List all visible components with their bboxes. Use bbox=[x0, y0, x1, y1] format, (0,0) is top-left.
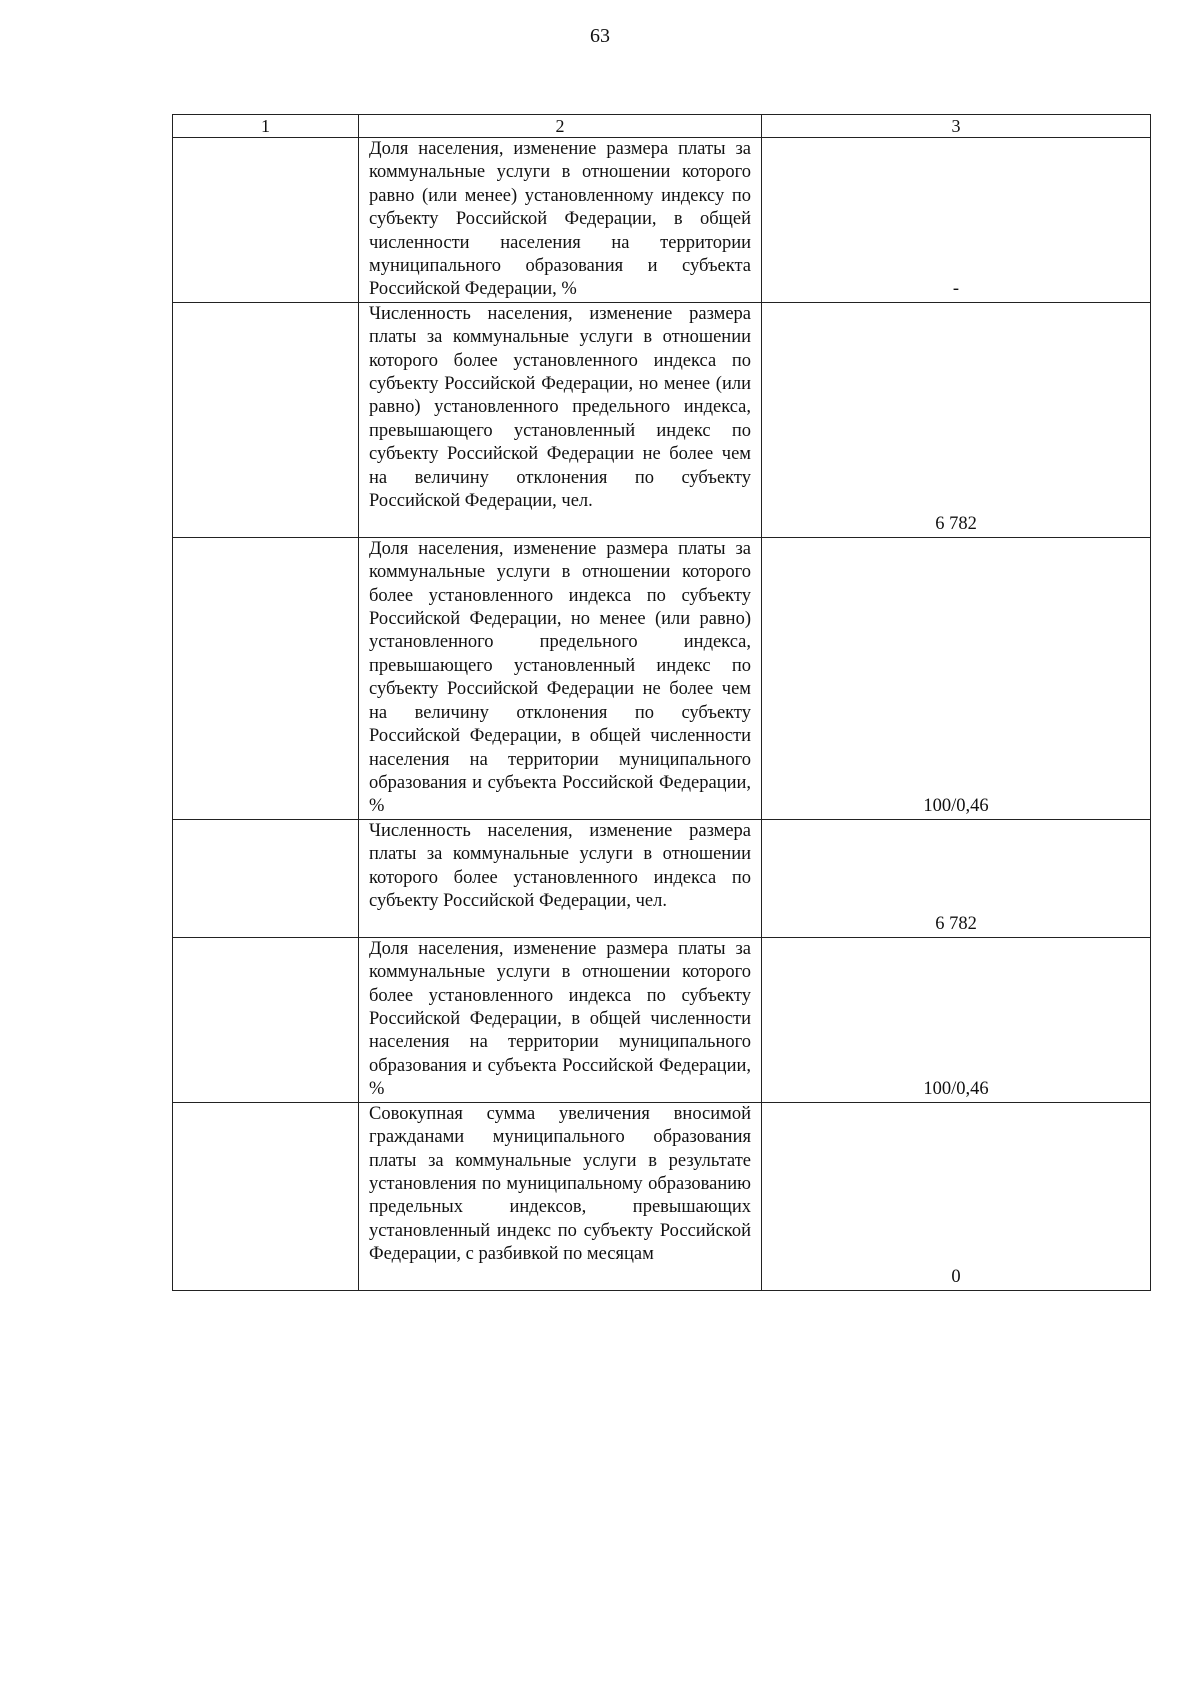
indicator-description: Доля населения, изменение размера платы за коммунальные услуги в отношении которого более установленного индекса по субъекту Российской Федерации, в общей численности населения на территории муниципального образования и субъекта Российской Федерации, % bbox=[359, 937, 762, 1102]
indicator-value: 0 bbox=[762, 1102, 1151, 1290]
row-category-cell bbox=[173, 302, 359, 537]
indicator-value: 100/0,46 bbox=[762, 537, 1151, 819]
column-header-1: 1 bbox=[173, 115, 359, 138]
column-header-3: 3 bbox=[762, 115, 1151, 138]
table-row bbox=[173, 302, 1151, 537]
row-category-cell bbox=[173, 537, 359, 819]
row-category-cell bbox=[173, 819, 359, 937]
row-category-cell bbox=[173, 138, 359, 303]
row-category-cell bbox=[173, 1102, 359, 1290]
table-header-row bbox=[173, 115, 1151, 138]
indicator-description: Доля населения, изменение размера платы за коммунальные услуги в отношении которого более установленного индекса по субъекту Российской Федерации, но менее (или равно) установленного предельного индекса, превышающего установленный индекс по субъекту Российской Федерации не более чем на величину отклонения по субъекту Российской Федерации, в общей численности населения на территории муниципального образования и субъекта Российской Федерации, % bbox=[359, 537, 762, 819]
indicator-description: Совокупная сумма увеличения вносимой гражданами муниципального образования платы за коммунальные услуги в результате установления по муниципальному образованию предельных индексов, превышающих установленный индекс по субъекту Российской Федерации, с разбивкой по месяцам bbox=[359, 1102, 762, 1290]
row-category-cell bbox=[173, 937, 359, 1102]
page-number: 63 bbox=[590, 25, 610, 47]
indicator-value: 6 782 bbox=[762, 819, 1151, 937]
table-row bbox=[173, 937, 1151, 1102]
indicator-description: Численность населения, изменение размера платы за коммунальные услуги в отношении которого более установленного индекса по субъекту Российской Федерации, чел. bbox=[359, 819, 762, 937]
table-row bbox=[173, 1102, 1151, 1290]
indicator-description: Доля населения, изменение размера платы за коммунальные услуги в отношении которого равно (или менее) установленному индексу по субъекту Российской Федерации, в общей численности населения на территории муниципального образования и субъекта Российской Федерации, % bbox=[359, 138, 762, 303]
table-row bbox=[173, 138, 1151, 303]
indicator-value: 6 782 bbox=[762, 302, 1151, 537]
indicator-description: Численность населения, изменение размера платы за коммунальные услуги в отношении которого более установленного индекса по субъекту Российской Федерации, но менее (или равно) установленного предельного индекса, превышающего установленный индекс по субъекту Российской Федерации не более чем на величину отклонения по субъекту Российской Федерации, чел. bbox=[359, 302, 762, 537]
table-row bbox=[173, 537, 1151, 819]
indicator-value: 100/0,46 bbox=[762, 937, 1151, 1102]
column-header-2: 2 bbox=[359, 115, 762, 138]
indicator-value: - bbox=[762, 138, 1151, 303]
indicators-table bbox=[172, 114, 1151, 1291]
table-row bbox=[173, 819, 1151, 937]
